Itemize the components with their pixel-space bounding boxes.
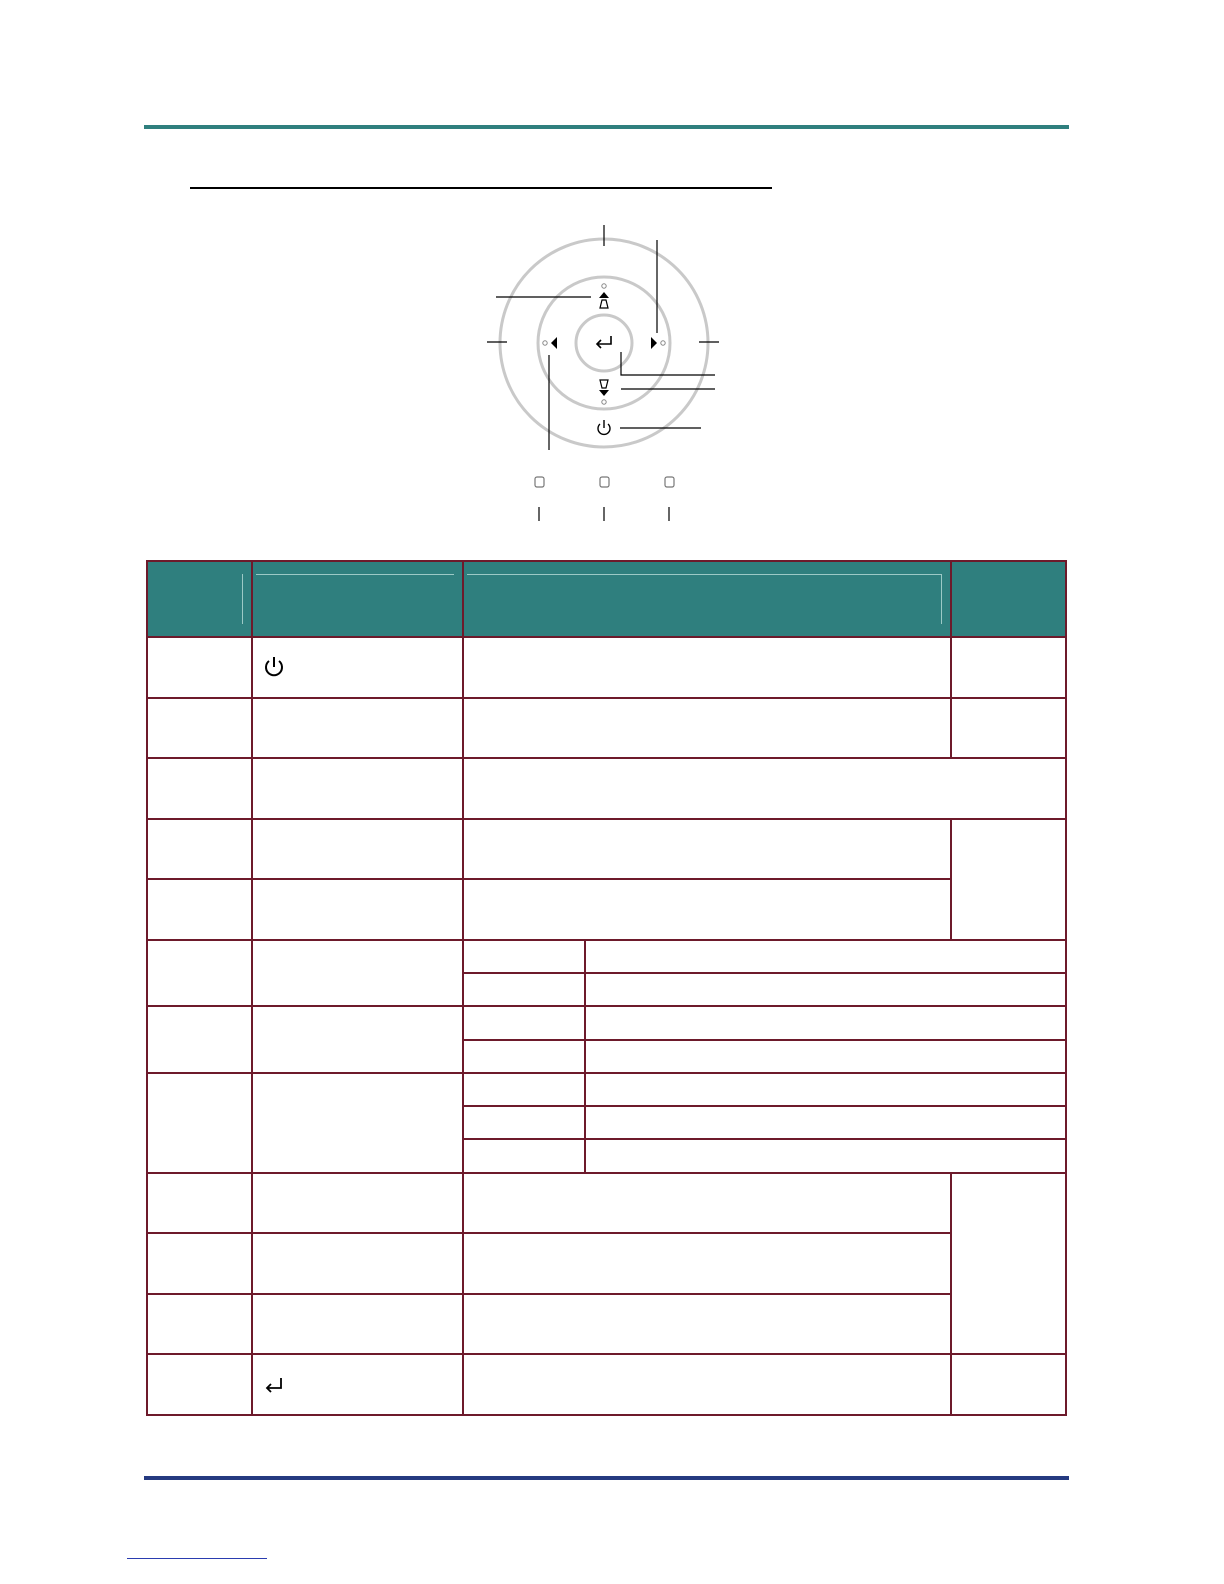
- enter-icon[interactable]: [597, 336, 611, 348]
- top-rule: [144, 125, 1069, 129]
- keystone-down-icon[interactable]: [599, 380, 609, 404]
- table-row: [147, 758, 1066, 819]
- table-header-row: [147, 561, 1066, 637]
- control-panel-diagram: [470, 215, 740, 525]
- table-row: [147, 1073, 1066, 1106]
- table-row: [147, 879, 1066, 940]
- header-label: [252, 561, 463, 637]
- section-heading-underline: [190, 187, 772, 189]
- center-button-ring[interactable]: [576, 315, 632, 371]
- led-left: [535, 477, 544, 487]
- table-row: [147, 1294, 1066, 1355]
- keystone-up-icon[interactable]: [599, 284, 609, 308]
- enter-icon: [263, 1375, 285, 1395]
- control-panel-svg: [470, 215, 740, 525]
- table-row: [147, 1354, 1066, 1415]
- led-callouts: [539, 507, 669, 521]
- header-no: [147, 561, 252, 637]
- table-row: [147, 698, 1066, 759]
- left-arrow-icon[interactable]: [543, 337, 557, 349]
- power-icon: [263, 655, 285, 679]
- table-row: [147, 1006, 1066, 1039]
- power-icon[interactable]: [598, 420, 610, 434]
- header-description: [463, 561, 951, 637]
- table-row: [147, 1173, 1066, 1234]
- outer-ring: [500, 239, 708, 447]
- table-row: [147, 1233, 1066, 1294]
- led-center: [600, 477, 609, 487]
- header-see-page: [951, 561, 1066, 637]
- footer-link-underline[interactable]: [127, 1558, 267, 1559]
- control-functions-table: [146, 560, 1067, 1416]
- table-row: [147, 637, 1066, 698]
- table-row: [147, 819, 1066, 880]
- callout-lines: [487, 225, 719, 450]
- bottom-rule: [144, 1476, 1069, 1480]
- led-right: [665, 477, 674, 487]
- table-row: [147, 940, 1066, 973]
- right-arrow-icon[interactable]: [651, 337, 665, 349]
